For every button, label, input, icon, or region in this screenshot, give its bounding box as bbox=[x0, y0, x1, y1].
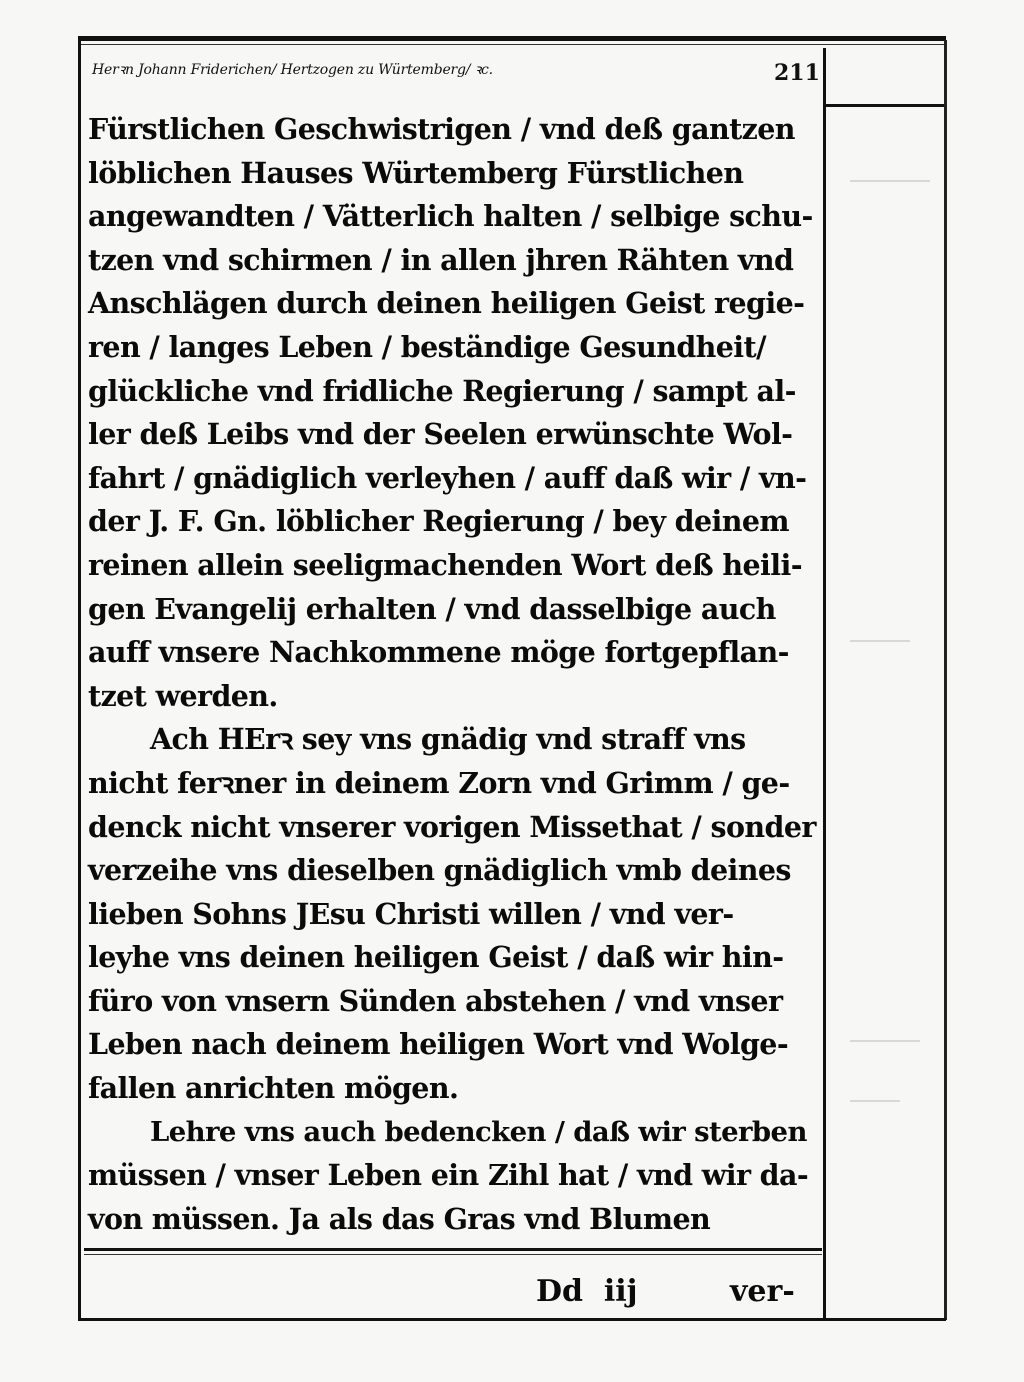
page-number: 211 bbox=[774, 60, 820, 86]
text-line: angewandten / Vätterlich halten / selbige schu- bbox=[88, 199, 813, 234]
text-line: lieben Sohns JEsu Christi willen / vnd ver- bbox=[88, 896, 734, 931]
top-rule-thin bbox=[78, 44, 946, 45]
frame-right-rule bbox=[944, 40, 947, 1320]
running-head: Herꝛn Johann Friderichen/ Hertzogen zu Würtemberg/ ꝛc. bbox=[92, 62, 493, 78]
text-line: glückliche vnd fridliche Regierung / sampt al- bbox=[88, 373, 796, 408]
text-line: ler deß Leibs vnd der Seelen erwünschte Wol- bbox=[88, 417, 793, 452]
bottom-rule-thin bbox=[84, 1254, 822, 1255]
text-line: denck nicht vnserer vorigen Missethat / sonder bbox=[88, 809, 816, 844]
text-line: auff vnsere Nachkommene möge fortgepflan- bbox=[88, 635, 789, 670]
text-line: Fürstlichen Geschwistrigen / vnd deß gantzen bbox=[88, 112, 795, 146]
text-line: löblichen Hauses Würtemberg Fürstlichen bbox=[88, 155, 744, 190]
text-line: von müssen. Ja als das Gras vnd Blumen bbox=[88, 1201, 711, 1236]
bleed-through-mark bbox=[850, 1100, 900, 1102]
text-line: Lehre vns auch bedencken / daß wir sterben bbox=[150, 1115, 807, 1148]
bleed-through-mark bbox=[850, 180, 930, 182]
bottom-rule bbox=[84, 1248, 822, 1251]
text-line: fahrt / gnädiglich verleyhen / auff daß wir / vn- bbox=[88, 460, 807, 495]
text-line: Anschlägen durch deinen heiligen Geist regie- bbox=[88, 286, 805, 321]
margin-column-rule bbox=[826, 104, 944, 107]
text-line: tzet werden. bbox=[88, 678, 278, 713]
text-line: verzeihe vns dieselben gnädiglich vmb deines bbox=[88, 853, 791, 888]
frame-left-rule bbox=[78, 40, 81, 1320]
text-line: nicht ferꝛner in deinem Zorn vnd Grimm / ge- bbox=[88, 765, 790, 800]
body-text bbox=[88, 108, 818, 1241]
bleed-through-mark bbox=[850, 640, 910, 642]
catchword: ver- bbox=[730, 1274, 795, 1309]
text-line: Ach HErꝛ sey vns gnädig vnd straff vns bbox=[150, 722, 746, 757]
text-line: füro von vnsern Sünden abstehen / vnd vnser bbox=[88, 983, 783, 1018]
text-line: gen Evangelij erhalten / vnd dasselbige auch bbox=[88, 591, 776, 626]
column-right-rule bbox=[823, 48, 826, 1318]
signature-mark: Dd iij bbox=[536, 1274, 638, 1309]
text-line: der J. F. Gn. löblicher Regierung / bey deinem bbox=[88, 504, 789, 539]
text-line: müssen / vnser Leben ein Zihl hat / vnd wir da- bbox=[88, 1158, 809, 1193]
text-line: fallen anrichten mögen. bbox=[88, 1071, 459, 1106]
text-line: leyhe vns deinen heiligen Geist / daß wir hin- bbox=[88, 940, 784, 975]
bleed-through-mark bbox=[850, 1040, 920, 1042]
text-line: tzen vnd schirmen / in allen jhren Rähten vnd bbox=[88, 242, 794, 277]
text-line: reinen allein seeligmachenden Wort deß heili- bbox=[88, 547, 802, 582]
text-line: Leben nach deinem heiligen Wort vnd Wolge- bbox=[88, 1027, 789, 1062]
top-rule bbox=[78, 36, 946, 41]
frame-bottom-rule bbox=[78, 1318, 946, 1321]
text-line: ren / langes Leben / beständige Gesundheit/ bbox=[88, 329, 766, 364]
